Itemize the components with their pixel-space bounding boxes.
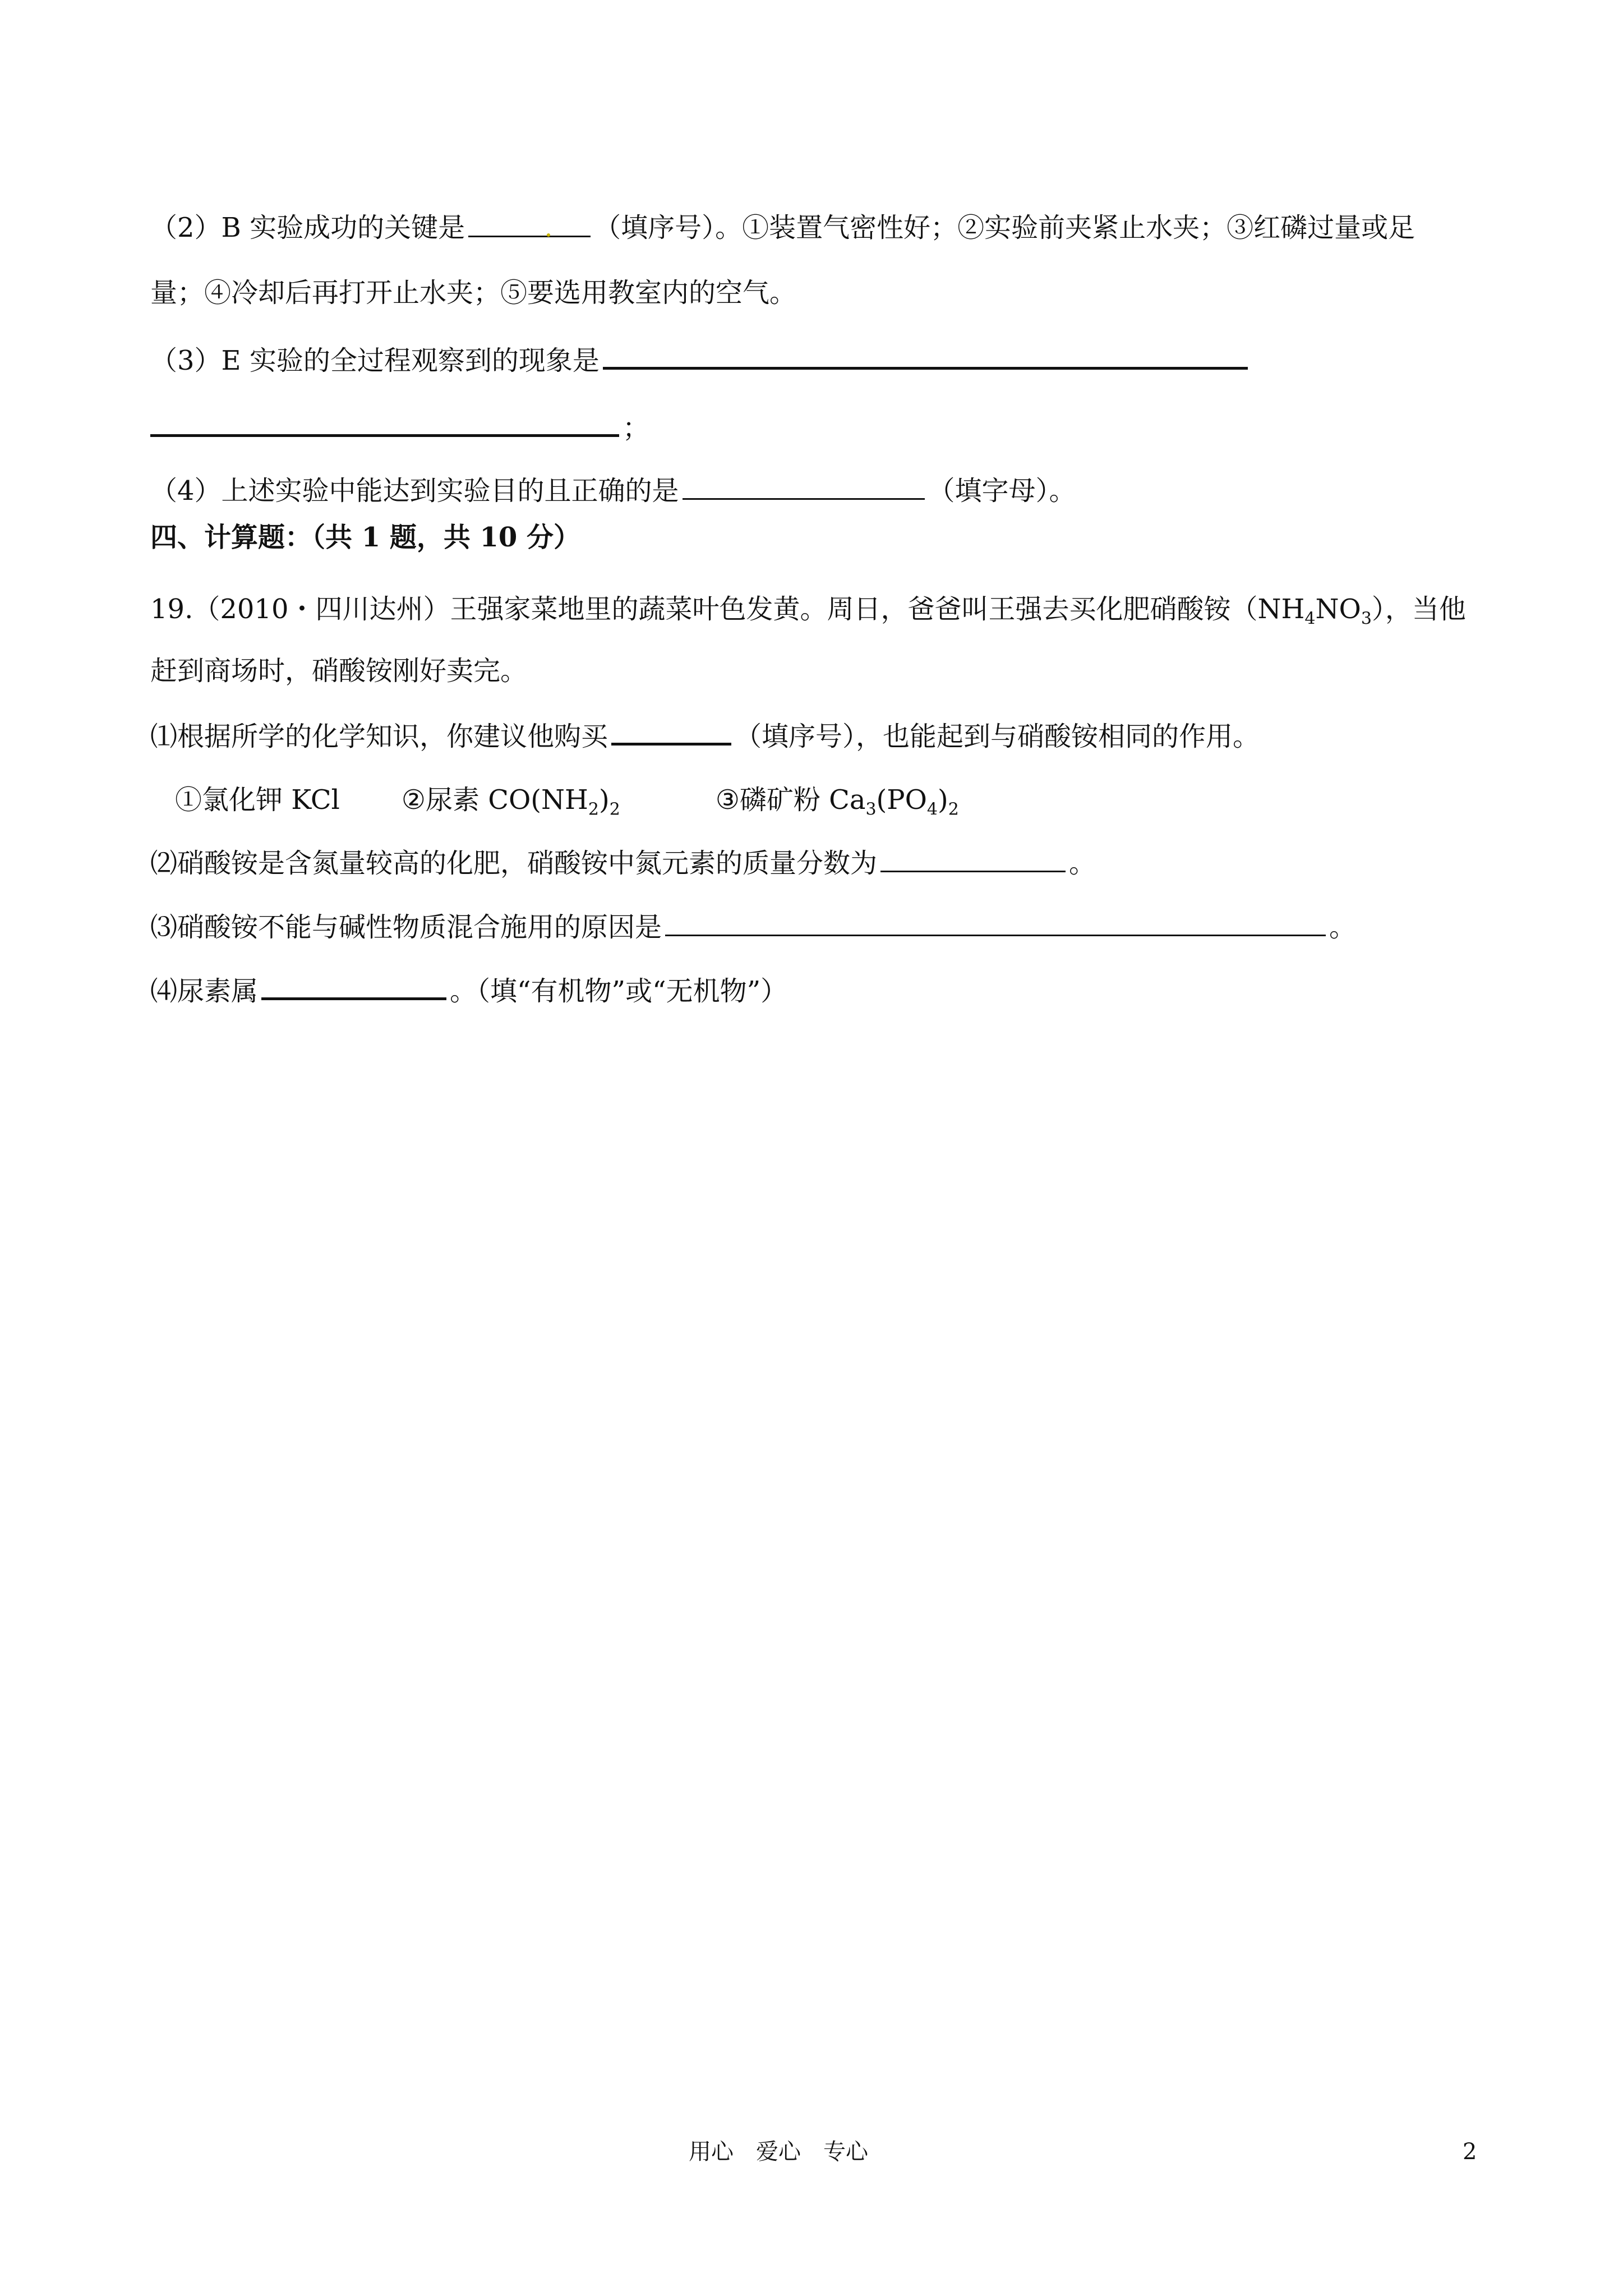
page-number: 2 [1463, 2139, 1477, 2165]
question-19-intro-text-a: 19.（2010・四川达州）王强家菜地里的蔬菜叶色发黄。周日，爸爸叫王强去买化肥硝酸铵（NH [150, 593, 1305, 625]
option-3-text: ③磷矿粉 Ca [715, 784, 866, 816]
subscript: 2 [609, 799, 620, 820]
subscript: 3 [865, 799, 877, 820]
part-4-prefix: ⑷尿素属 [150, 976, 259, 1007]
part-2-suffix: 。 [1069, 848, 1096, 879]
question-2-line-2: 量；④冷却后再打开止水夹；⑤要选用教室内的空气。 [150, 277, 797, 309]
question-2-prefix: （2）B 实验成功的关键是 [150, 212, 465, 243]
subscript: 3 [1361, 609, 1372, 629]
question-3-line-2 [150, 409, 649, 445]
option-2-text: ②尿素 CO(NH [401, 784, 588, 816]
question-3-end: ； [623, 412, 650, 444]
question-4-line [150, 473, 1076, 508]
question-3-answer-blank-2[interactable] [150, 409, 619, 437]
question-19-part-3 [150, 910, 1356, 944]
option-3-text-b: (PO [876, 784, 927, 816]
subscript: 4 [926, 799, 938, 820]
question-19-intro-line-1 [150, 592, 1466, 629]
subscript: 4 [1304, 609, 1316, 629]
part-1-suffix: （填序号），也能起到与硝酸铵相同的作用。 [735, 721, 1260, 752]
part-3-prefix: ⑶硝酸铵不能与碱性物质混合施用的原因是 [150, 912, 662, 943]
option-2-text-b: ) [598, 784, 610, 816]
question-3-line-1 [150, 342, 1251, 378]
part-1-answer-blank[interactable] [611, 718, 731, 746]
part-4-suffix: 。（填“有机物”或“无机物”） [450, 976, 788, 1007]
option-2 [401, 784, 620, 820]
subscript: 2 [588, 799, 599, 820]
question-19-intro-text-b: NO [1315, 593, 1361, 625]
footer-motto: 用心 爱心 专心 [689, 2139, 868, 2165]
question-19-part-1 [150, 718, 1260, 753]
section-4-heading: 四、计算题：（共 1 题，共 10 分） [150, 522, 581, 553]
part-2-prefix: ⑵硝酸铵是含氮量较高的化肥，硝酸铵中氮元素的质量分数为 [150, 848, 878, 879]
option-3 [715, 784, 959, 820]
subscript: 2 [948, 799, 959, 820]
part-1-prefix: ⑴根据所学的化学知识，你建议他购买 [150, 721, 608, 752]
question-19-intro-line-2: 赶到商场时，硝酸铵刚好卖完。 [150, 655, 528, 687]
question-3-prefix: （3）E 实验的全过程观察到的现象是 [150, 345, 600, 376]
question-19-part-2 [150, 846, 1096, 880]
part-3-answer-blank[interactable] [665, 910, 1326, 936]
question-4-answer-blank[interactable] [683, 473, 925, 500]
question-4-prefix: （4）上述实验中能达到实验目的且正确的是 [150, 475, 679, 507]
question-3-answer-blank-1[interactable] [603, 342, 1248, 370]
question-4-suffix: （填字母）。 [928, 475, 1076, 507]
stray-dot-mark [547, 233, 550, 237]
part-3-suffix: 。 [1329, 912, 1357, 943]
part-2-answer-blank[interactable] [880, 846, 1066, 872]
option-3-text-c: ) [938, 784, 948, 816]
question-2-suffix: （填序号）。①装置气密性好；②实验前夹紧止水夹；③红磷过量或足 [594, 212, 1415, 243]
question-2-line-1 [150, 211, 1415, 245]
question-19-part-4 [150, 973, 787, 1008]
question-2-answer-blank[interactable] [468, 211, 591, 237]
part-4-answer-blank[interactable] [261, 973, 446, 1000]
option-1: ①氯化钾 KCl [175, 784, 340, 816]
question-19-options [175, 783, 959, 820]
question-19-intro-text-c: ），当他 [1371, 593, 1466, 625]
